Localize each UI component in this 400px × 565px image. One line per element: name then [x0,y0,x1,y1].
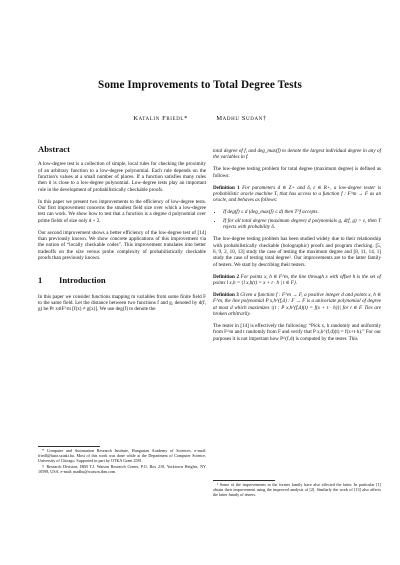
abstract-heading: Abstract [38,144,70,154]
abstract-paragraph: In this paper we present two improvements to the efficiency of low-degree tests. Our first improvement concerns the smallest field size over which a low-degree test can work. We show how to test that a function is a degree d polynomial over prime fields of size only d + 2. [38,198,206,224]
author-name: Katalin Friedl* [133,115,188,122]
body-paragraph: The tester in [14] is effectively the following: “Pick x, h randomly and uniformly from F^m and t randomly from F and verify that P x,h^(f,d)(t) = f(x+t·h).” For our purposes it is not important how P^(f,d) is computed by the tester. This [213,322,381,342]
footnotes-left [38,449,206,476]
footnote-affiliation: † Research Division, IBM T.J. Watson Research Center, P.O. Box 218, Yorktown Heights, NY 10598, USA. e-mail: madhu@watson.ibm.com. [38,463,206,474]
condition-item: • If deg(f) ≤ d (deg_max(f) ≤ d) then T^f accepts. [223,209,381,215]
abstract-paragraph: Our second improvement shows a better efficiency of the low-degree test of [14] than previously known. We show concrete applications of this improvement via the notion of “locally checkable codes”. This improvement translates into better tradeoffs on the size versus probe complexity of probabilistically checkable proofs than previously known. [38,229,206,261]
intro-heading [38,275,206,286]
author-name: Madhu Sudan† [216,115,267,122]
right-column [213,148,381,348]
body-paragraph: The low-degree testing problem has been studied widely due to their relationship with probabilistically checkable (holographic) proofs and program checking. [5, 6, 9, 2, 10, 13] study the case of testing the maximum degree and [8, 11, 14, 1] study the case of testing total degree¹. Our improvements are to the latter family of testers. We start by describing their testers. [213,236,381,268]
section-number: 1 [38,275,43,286]
footnote-text: ¹ Some of the improvements in the former family have also affected the latter. In particular [1] obtain their improvement using the improved analysis of [2]. Similarly the work of [13] also affects the latter family of testers. [213,482,381,497]
condition-item: • If for all total degree (maximum degree) d polynomials g, d(f, g) > ε, then T rejects with probability δ. [223,218,381,231]
definition-1-conditions [213,209,381,231]
definition-label: Definition 1 [213,184,240,191]
definition-1 [213,185,381,204]
left-column [38,146,206,318]
author-list [20,115,380,122]
body-paragraph: The low-degree testing problem for total degree (maximum degree) is defined as follows: [213,166,381,179]
footnote-affiliation: * Computer and Automation Research Institute, Hungarian Academy of Sciences. e-mail: friedl@lutra.sztaki.hu. Most of this work was done while at the Department of Computer Science, University of Chicago. Supported in part by OTKA Grant 2581. [38,448,206,463]
definition-label: Definition 2 [213,273,239,280]
paper-title: Some Improvements to Total Degree Tests [98,79,302,91]
intro-paragraph: In this paper we consider functions mapping m variables from some finite field F to the same field. Let the distance between two functions f and g, denoted by d(f, g) be Pr x∈F^m [f(x) ≠ g(x)]. We use deg(f) to denote the [38,293,206,313]
footnote-rule [213,480,275,481]
footnote-right [213,483,381,499]
abstract-paragraph: A low-degree test is a collection of simple, local rules for checking the proximity of an arbitrary function to a low-degree polynomial. Each rule depends on the function's values at a small number of places. If a function satisfies many rules then it is close to a low-degree polynomial. Low-degree tests play an important role in the development of probabilistically checkable proofs. [38,161,206,193]
definition-text: For points x, h ∈ F^m, the line through x with offset h is the set of points l x,h = {l x,h(t) = x + t · h | t ∈ F}. [213,273,381,286]
body-paragraph: total degree of f, and deg_max(f) to denote the largest individual degree in any of the variables in f. [213,148,381,161]
definition-text: Given a function f : F^m → F, a positive integer d and points x, h ∈ F^m, the line polynomial P x,h^(f,d) : F → F is a univariate polynomial of degree at most d which maximizes |{t : P x,h^(f,d)(t) = f(x + t · h)}| for t ∈ F. Ties are broken arbitrarily. [213,291,381,317]
definition-text: For parameters d ∈ Z+ and δ, ε ∈ R+, a low-degree tester is probabilistic oracle machine T, that has access to a function f : F^m → F as an oracle, and behaves as follows: [213,184,381,204]
definition-label: Definition 3 [213,291,239,298]
definition-3 [213,292,381,317]
footnote-rule [38,446,100,447]
section-title: Introduction [59,275,106,286]
definition-2 [213,274,381,287]
